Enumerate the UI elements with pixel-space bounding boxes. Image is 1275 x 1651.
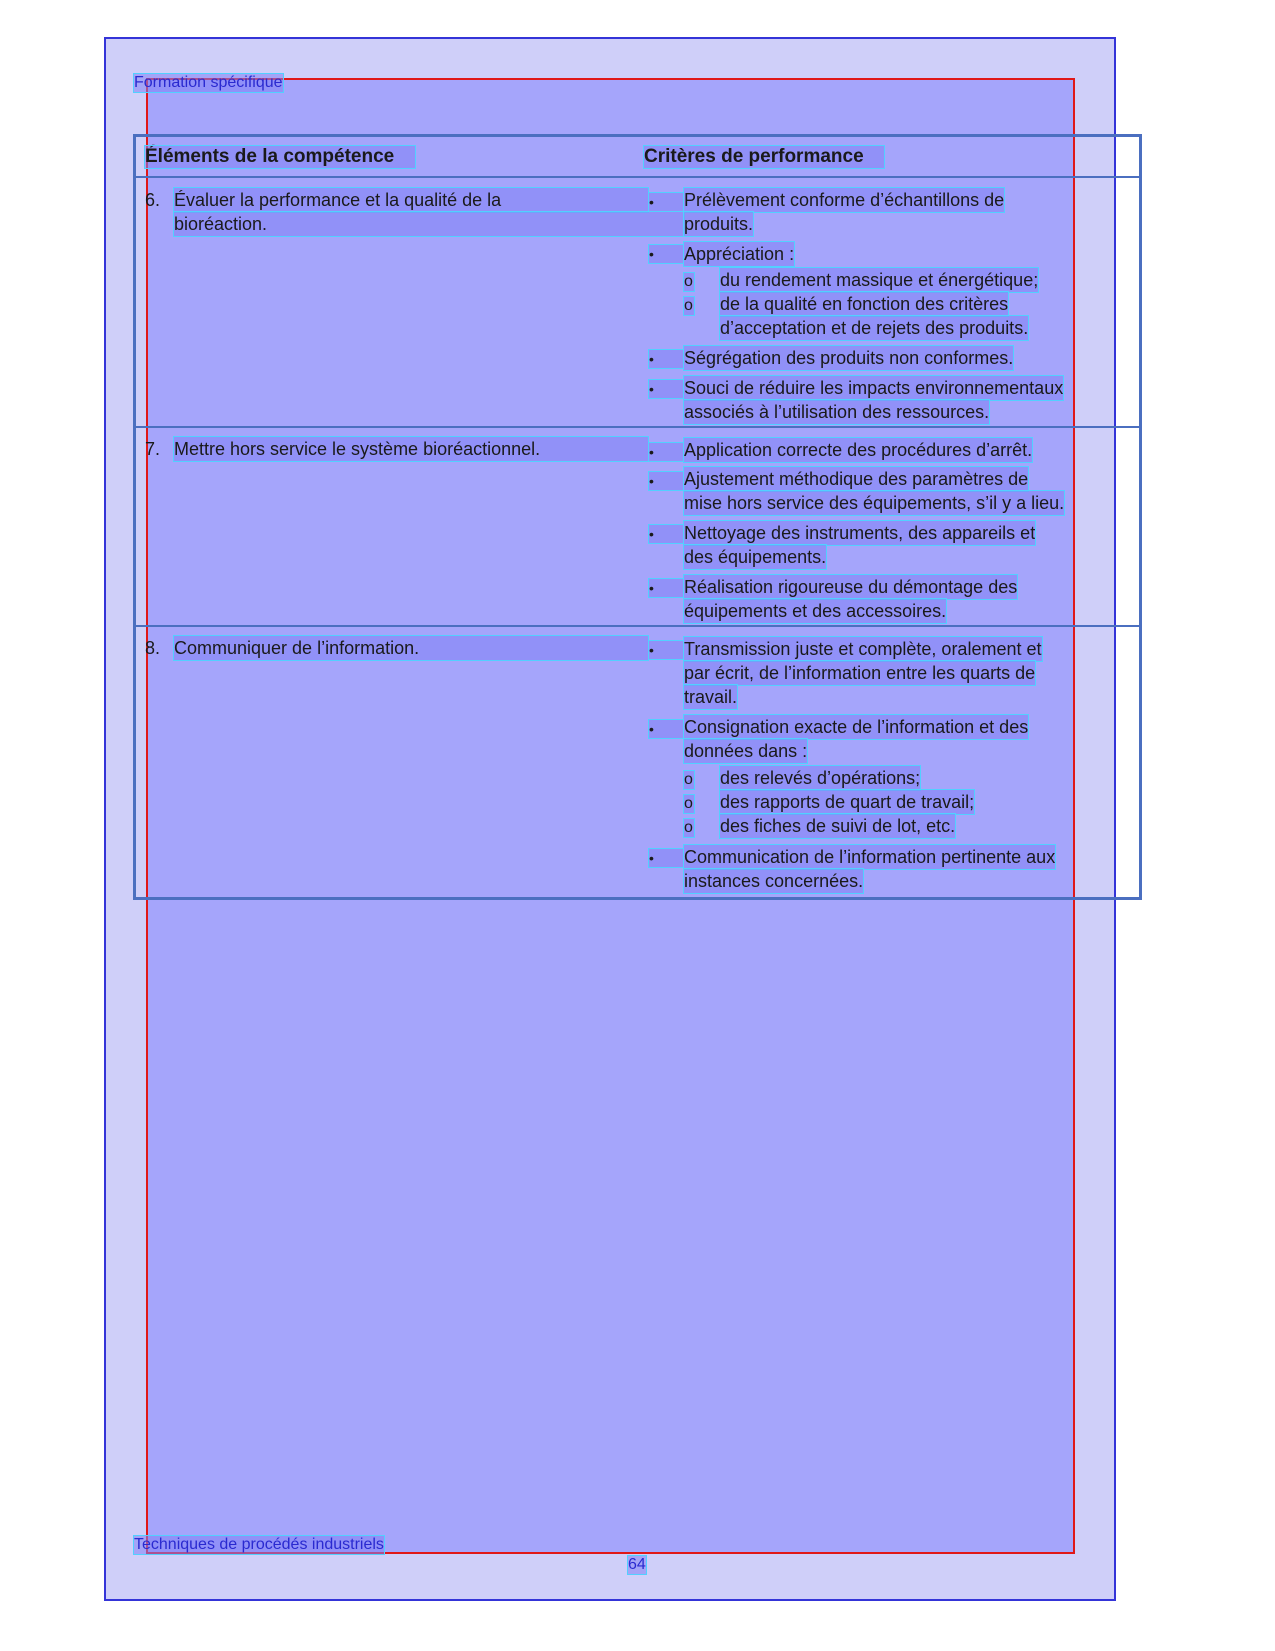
- column-header-criteria: Critères de performance: [644, 146, 884, 168]
- criterion-line: associés à l’utilisation des ressources.: [684, 402, 990, 422]
- criterion-line: Ajustement méthodique des paramètres de: [684, 469, 1029, 489]
- bullet-icon: •: [649, 245, 683, 263]
- criterion-line: Ségrégation des produits non conformes.: [684, 348, 1014, 368]
- criterion-line: des équipements.: [684, 547, 827, 567]
- element-text-line: Mettre hors service le système bioréactionnel.: [174, 437, 648, 461]
- bullet-icon: •: [649, 380, 683, 398]
- row-divider: [133, 625, 1142, 627]
- sub-criterion-line: des relevés d’opérations;: [720, 768, 921, 788]
- bullet-icon: •: [649, 720, 683, 738]
- criterion-line: Souci de réduire les impacts environnementaux: [684, 378, 1064, 398]
- bullet-icon: •: [649, 579, 683, 597]
- criterion-line: Prélèvement conforme d’échantillons de: [684, 190, 1005, 210]
- criterion-line: mise hors service des équipements, s’il y a lieu.: [684, 493, 1065, 513]
- criterion-line: Application correcte des procédures d’arrêt.: [684, 440, 1033, 460]
- bullet-icon: •: [649, 350, 683, 368]
- bullet-icon: •: [649, 472, 683, 490]
- criterion-line: Nettoyage des instruments, des appareils et: [684, 523, 1036, 543]
- criterion-line: équipements et des accessoires.: [684, 601, 947, 621]
- criterion-line: par écrit, de l’information entre les quarts de: [684, 663, 1036, 683]
- running-header: Formation spécifique: [134, 74, 283, 91]
- sub-bullet-icon: o: [684, 273, 693, 290]
- row-divider: [133, 426, 1142, 428]
- sub-criterion-line: des fiches de suivi de lot, etc.: [720, 816, 956, 836]
- bullet-icon: •: [649, 443, 683, 461]
- sub-bullet-icon: o: [684, 819, 693, 836]
- bullet-icon: •: [649, 641, 683, 659]
- sub-bullet-icon: o: [684, 297, 693, 314]
- page-number: 64: [628, 1556, 646, 1573]
- sub-criterion-line: d’acceptation et de rejets des produits.: [720, 318, 1029, 338]
- criterion-line: produits.: [684, 214, 754, 234]
- competence-table: [133, 134, 1142, 900]
- element-number: 8.: [145, 638, 161, 658]
- bullet-icon: •: [649, 849, 683, 867]
- running-footer: Techniques de procédés industriels: [134, 1536, 384, 1553]
- criterion-line: travail.: [684, 687, 738, 707]
- column-header-elements: Éléments de la compétence: [145, 146, 415, 168]
- bullet-icon: •: [649, 525, 683, 543]
- sub-criterion-line: des rapports de quart de travail;: [720, 792, 975, 812]
- element-number: 6.: [145, 190, 161, 210]
- criterion-line: Consignation exacte de l’information et des: [684, 717, 1029, 737]
- bullet-icon: •: [649, 193, 683, 211]
- element-text-line: bioréaction.: [174, 212, 684, 236]
- element-text-line: Évaluer la performance et la qualité de la: [174, 188, 648, 212]
- table-header-divider: [133, 176, 1142, 178]
- criterion-line: Communication de l’information pertinente aux: [684, 847, 1056, 867]
- criterion-line: Transmission juste et complète, oralement et: [684, 639, 1042, 659]
- element-text-line: Communiquer de l’information.: [174, 636, 648, 660]
- sub-criterion-line: de la qualité en fonction des critères: [720, 294, 1009, 314]
- sub-criterion-line: du rendement massique et énergétique;: [720, 270, 1039, 290]
- sub-bullet-icon: o: [684, 771, 693, 788]
- criterion-line: données dans :: [684, 741, 808, 761]
- criterion-line: instances concernées.: [684, 871, 864, 891]
- criterion-line: Réalisation rigoureuse du démontage des: [684, 577, 1018, 597]
- sub-bullet-icon: o: [684, 795, 693, 812]
- criterion-line: Appréciation :: [684, 244, 795, 264]
- element-number: 7.: [145, 439, 161, 459]
